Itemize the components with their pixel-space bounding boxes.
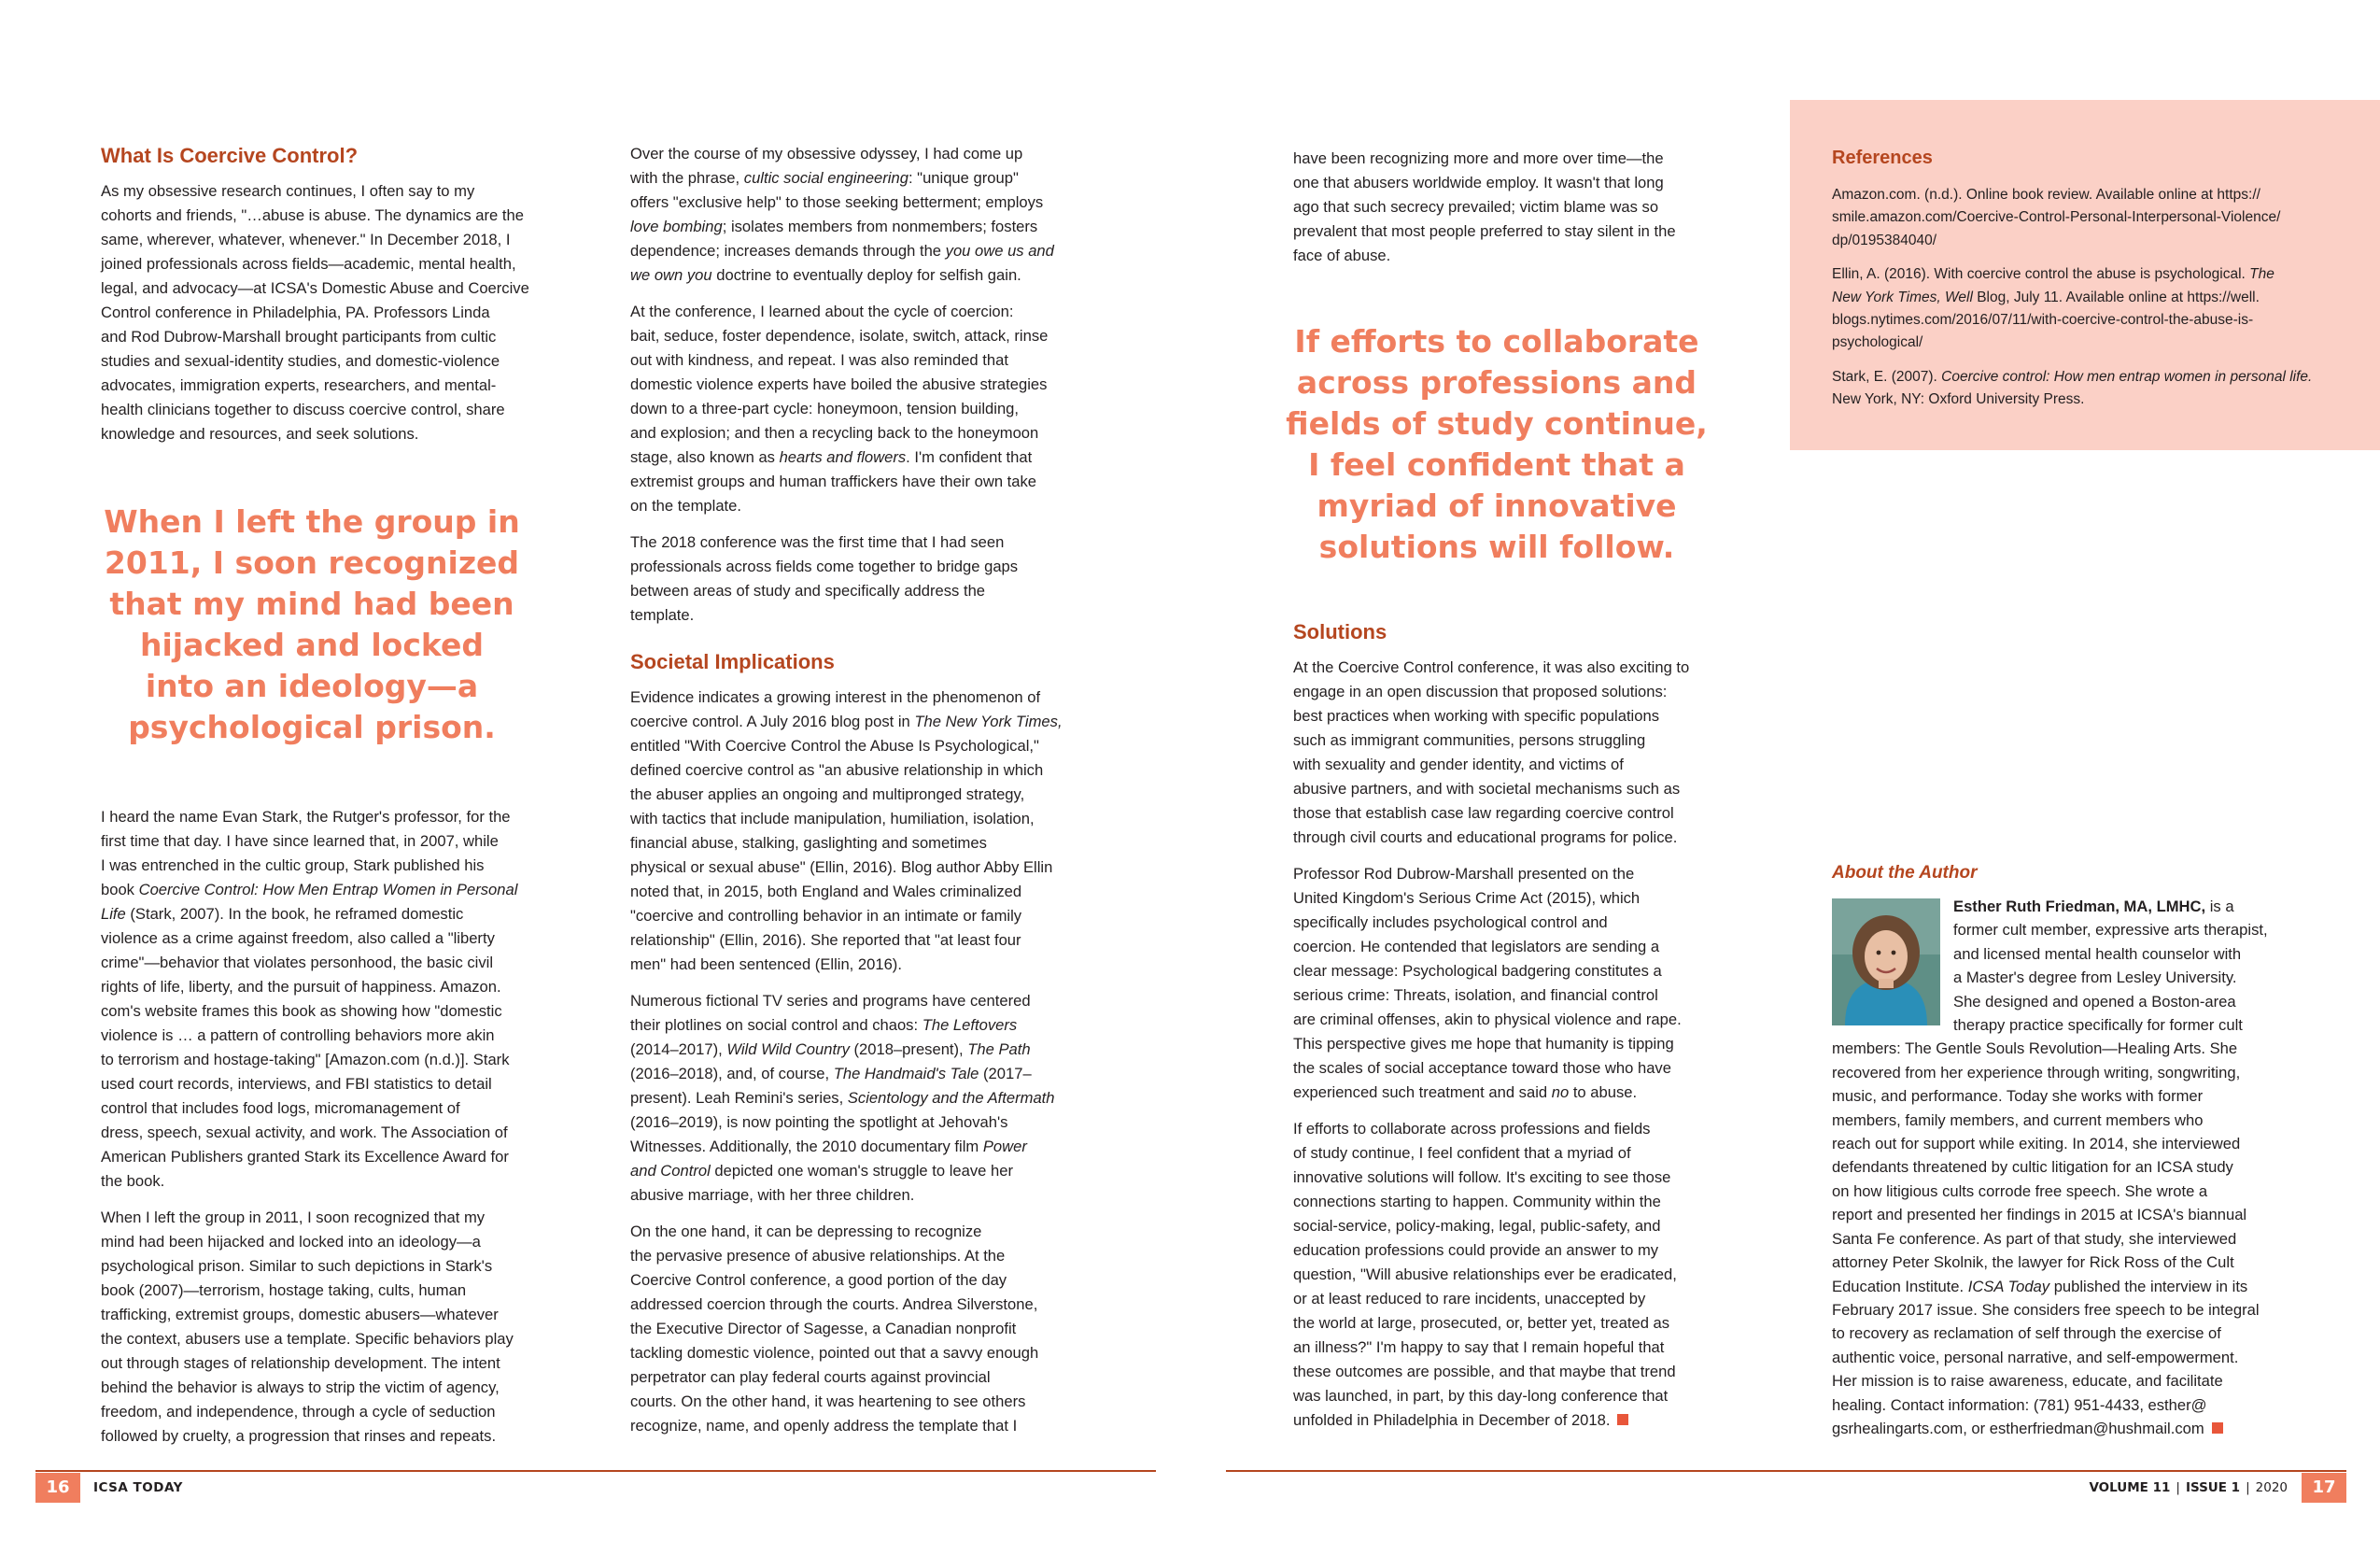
pull-quote-line: that my mind had been [109,586,514,622]
italic-text: Scientology and the Aftermath [847,1089,1055,1107]
col2-paragraph-5: Numerous fictional TV series and programs have centered their plotlines on social control and chaos: The Leftovers (2014–2017), Wild Wild Country (2018–present), The Path (2016–2018), and, of course, The Handmaid's Tale (2017– present). Leah Remini's series, Scientology and the Aftermath (2016–2019), is now pointing the spotlight at Jehovah's Witnesses. Additionally, the 2010 documentary film Power and Control depicted one woman's struggle to leave her abusive marriage, with her three children. [630,992,1055,1204]
pull-quote-right [1283,321,1711,568]
col2-paragraph-3: The 2018 conference was the first time that I had seen professionals across fields come together to bridge gaps between areas of study and specifically address the template. [630,533,1019,624]
page-number-left: 16 [35,1473,80,1503]
column-3 [1293,147,1718,280]
footer-rule-left [35,1470,1156,1472]
italic-text: The Handmaid's Tale [833,1065,979,1082]
pull-quote-left [101,502,523,748]
author-bio-text: is a former cult member, expressive arts therapist, and licensed mental health counselor with a Master's degree from Lesley University. She designed and opened a Boston-area therapy practice specifically for former cult members: The Gentle Souls Revolution—Healing Arts. She recovered from her experience through writing, songwriting, music, and performance. Today she works with former members, family members, and current members who reach out for support while exiting. In 2014, she interviewed defendants threatened by cultic litigation for an ICSA study on how litigious cults corrode free speech. She wrote a report and presented her findings in 2015 at ICSA's biannual Santa Fe conference. As part of that study, she interviewed attorney Peter Skolnik, the lawyer for Rick Ross of the Cult Education Institute. ICSA Today published the interview in its February 2017 issue. She considers free speech to be integral to recovery as reclamation of self through the exercise of authentic voice, personal narrative, and self-empowerment. Her mission is to raise awareness, educate, and facilitate healing. Contact information: (781) 951-4433, esther@ gsrhealingarts.com, or estherfriedman@hushmail.com [1832,898,2268,1437]
pull-quote-line: across professions and [1296,364,1697,401]
italic-text: Coercive Control: How Men Entrap Women in Personal [138,881,518,898]
col2-paragraph-4: Evidence indicates a growing interest in the phenomenon of coercive control. A July 2016 blog post in The New York Times, entitled "With Coercive Control the Abuse Is Psychological," defined coercive control as "an abusive relationship in which the abuser applies an ongoing and multipronged strategy, with tactics that include manipulation, humiliation, isolation, financial abuse, stalking, gaslighting and sometimes physical or sexual abuse" (Ellin, 2016). Blog author Abby Ellin noted that, in 2015, both England and Wales criminalized "coercive and controlling behavior in an intimate or family relationship" (Ellin, 2016). She reported that "at least four men" had been sentenced (Ellin, 2016). [630,688,1063,973]
pull-quote-line: When I left the group in [104,503,520,540]
year-label: 2020 [2255,1480,2288,1495]
col2-paragraph-1: Over the course of my obsessive odyssey, I had come up with the phrase, cultic social engineering: "unique group" offers "exclusive help" to those seeking betterment; employs love bombing; isolates members from nonmembers; fosters dependence; increases demands through the you owe us and we own you doctrine to eventually deploy for selfish gain. [630,145,1054,284]
reference-stark: Stark, E. (2007). Coercive control: How men entrap women in personal life. New York, NY: Oxford University Press. [1832,368,2313,408]
heading-societal-implications: Societal Implications [630,650,835,673]
references-box [1790,100,2380,450]
pull-quote-line: solutions will follow. [1318,529,1675,565]
column-1 [101,142,552,459]
col1-paragraph-1: As my obsessive research continues, I often say to my cohorts and friends, "…abuse is abuse. The dynamics are the same, wherever, whatever, whenever." In December 2018, I joined professionals across fields—academic, mental health, legal, and advocacy—at ICSA's Domestic Abuse and Coercive Control conference in Philadelphia, PA. Professors Linda and Rod Dubrow-Marshall brought participants from cultic studies and sexual-identity studies, and domestic-violence advocates, immigration experts, researchers, and mental- health clinicians together to discuss coercive control, share knowledge and resources, and seek solutions. [101,182,529,443]
reference-amazon: Amazon.com. (n.d.). Online book review. Available online at https:// smile.amazon.com/Coercive-Control-Personal-Interpersonal-Violence/ dp/0195384040/ [1832,187,2281,248]
heading-solutions: Solutions [1293,620,1387,643]
column-1-lower [101,805,552,1461]
separator: | [2176,1480,2180,1495]
italic-text: Power [982,1138,1027,1155]
issue-info [1951,1473,2288,1503]
col2-paragraph-2: At the conference, I learned about the cycle of coercion: bait, seduce, foster dependence, isolate, switch, attack, rinse out with kindness, and repeat. I was also reminded that domestic violence experts have boiled the abusive strategies down to a three-part cycle: honeymoon, tension building, and explosion; and then a recycling back to the honeymoon stage, also known as hearts and flowers. I'm confident that extremist groups and human traffickers have their own take on the template. [630,303,1049,515]
col3-paragraph-4 [1293,1117,1718,1433]
italic-text: you owe us and [945,242,1054,260]
pull-quote-line: myriad of innovative [1317,488,1677,524]
italic-text: we own you [630,266,712,284]
col3-paragraph-4-text: If efforts to collaborate across professions and fields of study continue, I feel confident that a myriad of innovative solutions will follow. It's exciting to see those connections starting to happen. Community within the social-service, policy-making, legal, public-safety, and education professions could provide an answer to my question, "Will abusive relationships ever be eradicated, or at least reduced to rare incidents, unaccepted by the world at large, prosecuted, or, better yet, treated as an illness?" I'm happy to say that I remain hopeful that these outcomes are possible, and that maybe that trend was launched, in part, by this day-long conference that unfolded in Philadelphia in December of 2018. [1293,1120,1677,1429]
italic-text: Wild Wild Country [726,1040,850,1058]
end-mark-icon [1617,1414,1628,1425]
pull-quote-line: into an ideology—a [145,668,479,704]
italic-text: ICSA Today [1967,1277,2050,1295]
italic-text: Life [101,905,126,923]
col2-paragraph-6: On the one hand, it can be depressing to recognize the pervasive presence of abusive relationships. At the Coercive Control conference, a good portion of the day addressed coercion through the courts. Andrea Silverstone, the Executive Director of Sagesse, a Canadian nonprofit tackling domestic violence, pointed out that a savvy enough perpetrator can play federal courts against provincial courts. On the other hand, it was heartening to see others recognize, name, and openly address the template that I [630,1223,1039,1435]
column-3-lower [1293,618,1718,1445]
col3-paragraph-1: have been recognizing more and more over time—the one that abusers worldwide employ. It wasn't that long ago that such secrecy prevailed; victim blame was so prevalent that most people preferred to stay silent in the face of abuse. [1293,149,1676,264]
italic-text: no [1551,1083,1570,1101]
italic-text: hearts and flowers [779,448,907,466]
pull-quote-line: If efforts to collaborate [1294,323,1699,360]
separator: | [2246,1480,2250,1495]
page-number-right: 17 [2302,1473,2346,1503]
col1-paragraph-3: When I left the group in 2011, I soon recognized that my mind had been hijacked and locked into an ideology—a psychological prison. Similar to such depictions in Stark's book (2007)—terrorism, hostage taking, cults, human trafficking, extremist groups, domestic abusers—whatever the context, abusers use a template. Specific behaviors play out through stages of relationship development. The intent behind the behavior is always to strip the victim of agency, freedom, and independence, through a cycle of seduction followed by cruelty, a progression that rinses and repeats. [101,1209,514,1445]
col1-paragraph-2: I heard the name Evan Stark, the Rutger's professor, for the first time that day. I have since learned that, in 2007, while I was entrenched in the cultic group, Stark published his book Coercive Control: How Men Entrap Women in Personal Life (Stark, 2007). In the book, he reframed domestic violence as a crime against freedom, also called a "liberty crime"—behavior that violates personhood, the basic civil rights of life, liberty, and the pursuit of happiness. Amazon. com's website frames this book as showing how "domestic violence is … a pattern of controlling behaviors more akin to terrorism and hostage-taking" [Amazon.com (n.d.)]. Stark used court records, interviews, and FBI statistics to detail control that includes food logs, micromanagement of dress, speech, sexual activity, and work. The Association of American Publishers granted Stark its Excellence Award for the book. [101,808,518,1190]
pull-quote-line: hijacked and locked [140,627,484,663]
footer-rule-right [1226,1470,2346,1472]
italic-text: New York Times, Well [1832,289,1973,305]
italic-text: The Leftovers [922,1016,1018,1034]
pull-quote-line: psychological prison. [128,709,496,745]
italic-text: The [2249,266,2274,283]
column-2 [630,142,1081,1450]
volume-label: VOLUME 11 [2089,1480,2171,1495]
italic-text: Coercive control: How men entrap women in personal life. [1941,368,2313,385]
about-the-author [1832,861,2282,1440]
pull-quote-line: I feel confident that a [1308,446,1685,483]
reference-ellin: Ellin, A. (2016). With coercive control the abuse is psychological. The New York Times, Well Blog, July 11. Available online at https://well. blogs.nytimes.com/2016/07/11/with-coercive-control-the-abuse-is- psychological/ [1832,266,2274,351]
heading-what-is-coercive-control: What Is Coercive Control? [101,144,359,167]
issue-label: ISSUE 1 [2185,1480,2241,1495]
col3-paragraph-2: At the Coercive Control conference, it was also exciting to engage in an open discussion that proposed solutions: best practices when working with specific populations such as immigrant communities, persons struggling with sexuality and gender identity, and victims of abusive partners, and with societal mechanisms such as those that establish case law regarding coercive control through civil courts and educational programs for police. [1293,658,1690,846]
italic-text: and Control [630,1162,711,1180]
references-heading: References [1832,148,1933,168]
italic-text: The Path [967,1040,1031,1058]
publication-title: ICSA TODAY [93,1480,183,1495]
italic-text: cultic social engineering [743,169,908,187]
italic-text: love bombing [630,218,723,235]
author-name: Esther Ruth Friedman, MA, LMHC, [1953,898,2206,915]
end-mark-icon [2212,1422,2223,1434]
pull-quote-line: 2011, I soon recognized [104,544,520,581]
col3-paragraph-3: Professor Rod Dubrow-Marshall presented on the United Kingdom's Serious Crime Act (2015), which specifically includes psychological control and coercion. He contended that legislators are sending a clear message: Psychological badgering constitutes a serious crime: Threats, isolation, and financial control are criminal offenses, akin to physical violence and rape. This perspective gives me hope that humanity is tipping the scales of social acceptance toward those who have experienced such treatment and said no to abuse. [1293,865,1682,1101]
pull-quote-line: fields of study continue, [1286,405,1708,442]
author-portrait [1832,898,1940,1025]
italic-text: The New York Times, [914,713,1063,730]
about-heading: About the Author [1832,863,1978,883]
